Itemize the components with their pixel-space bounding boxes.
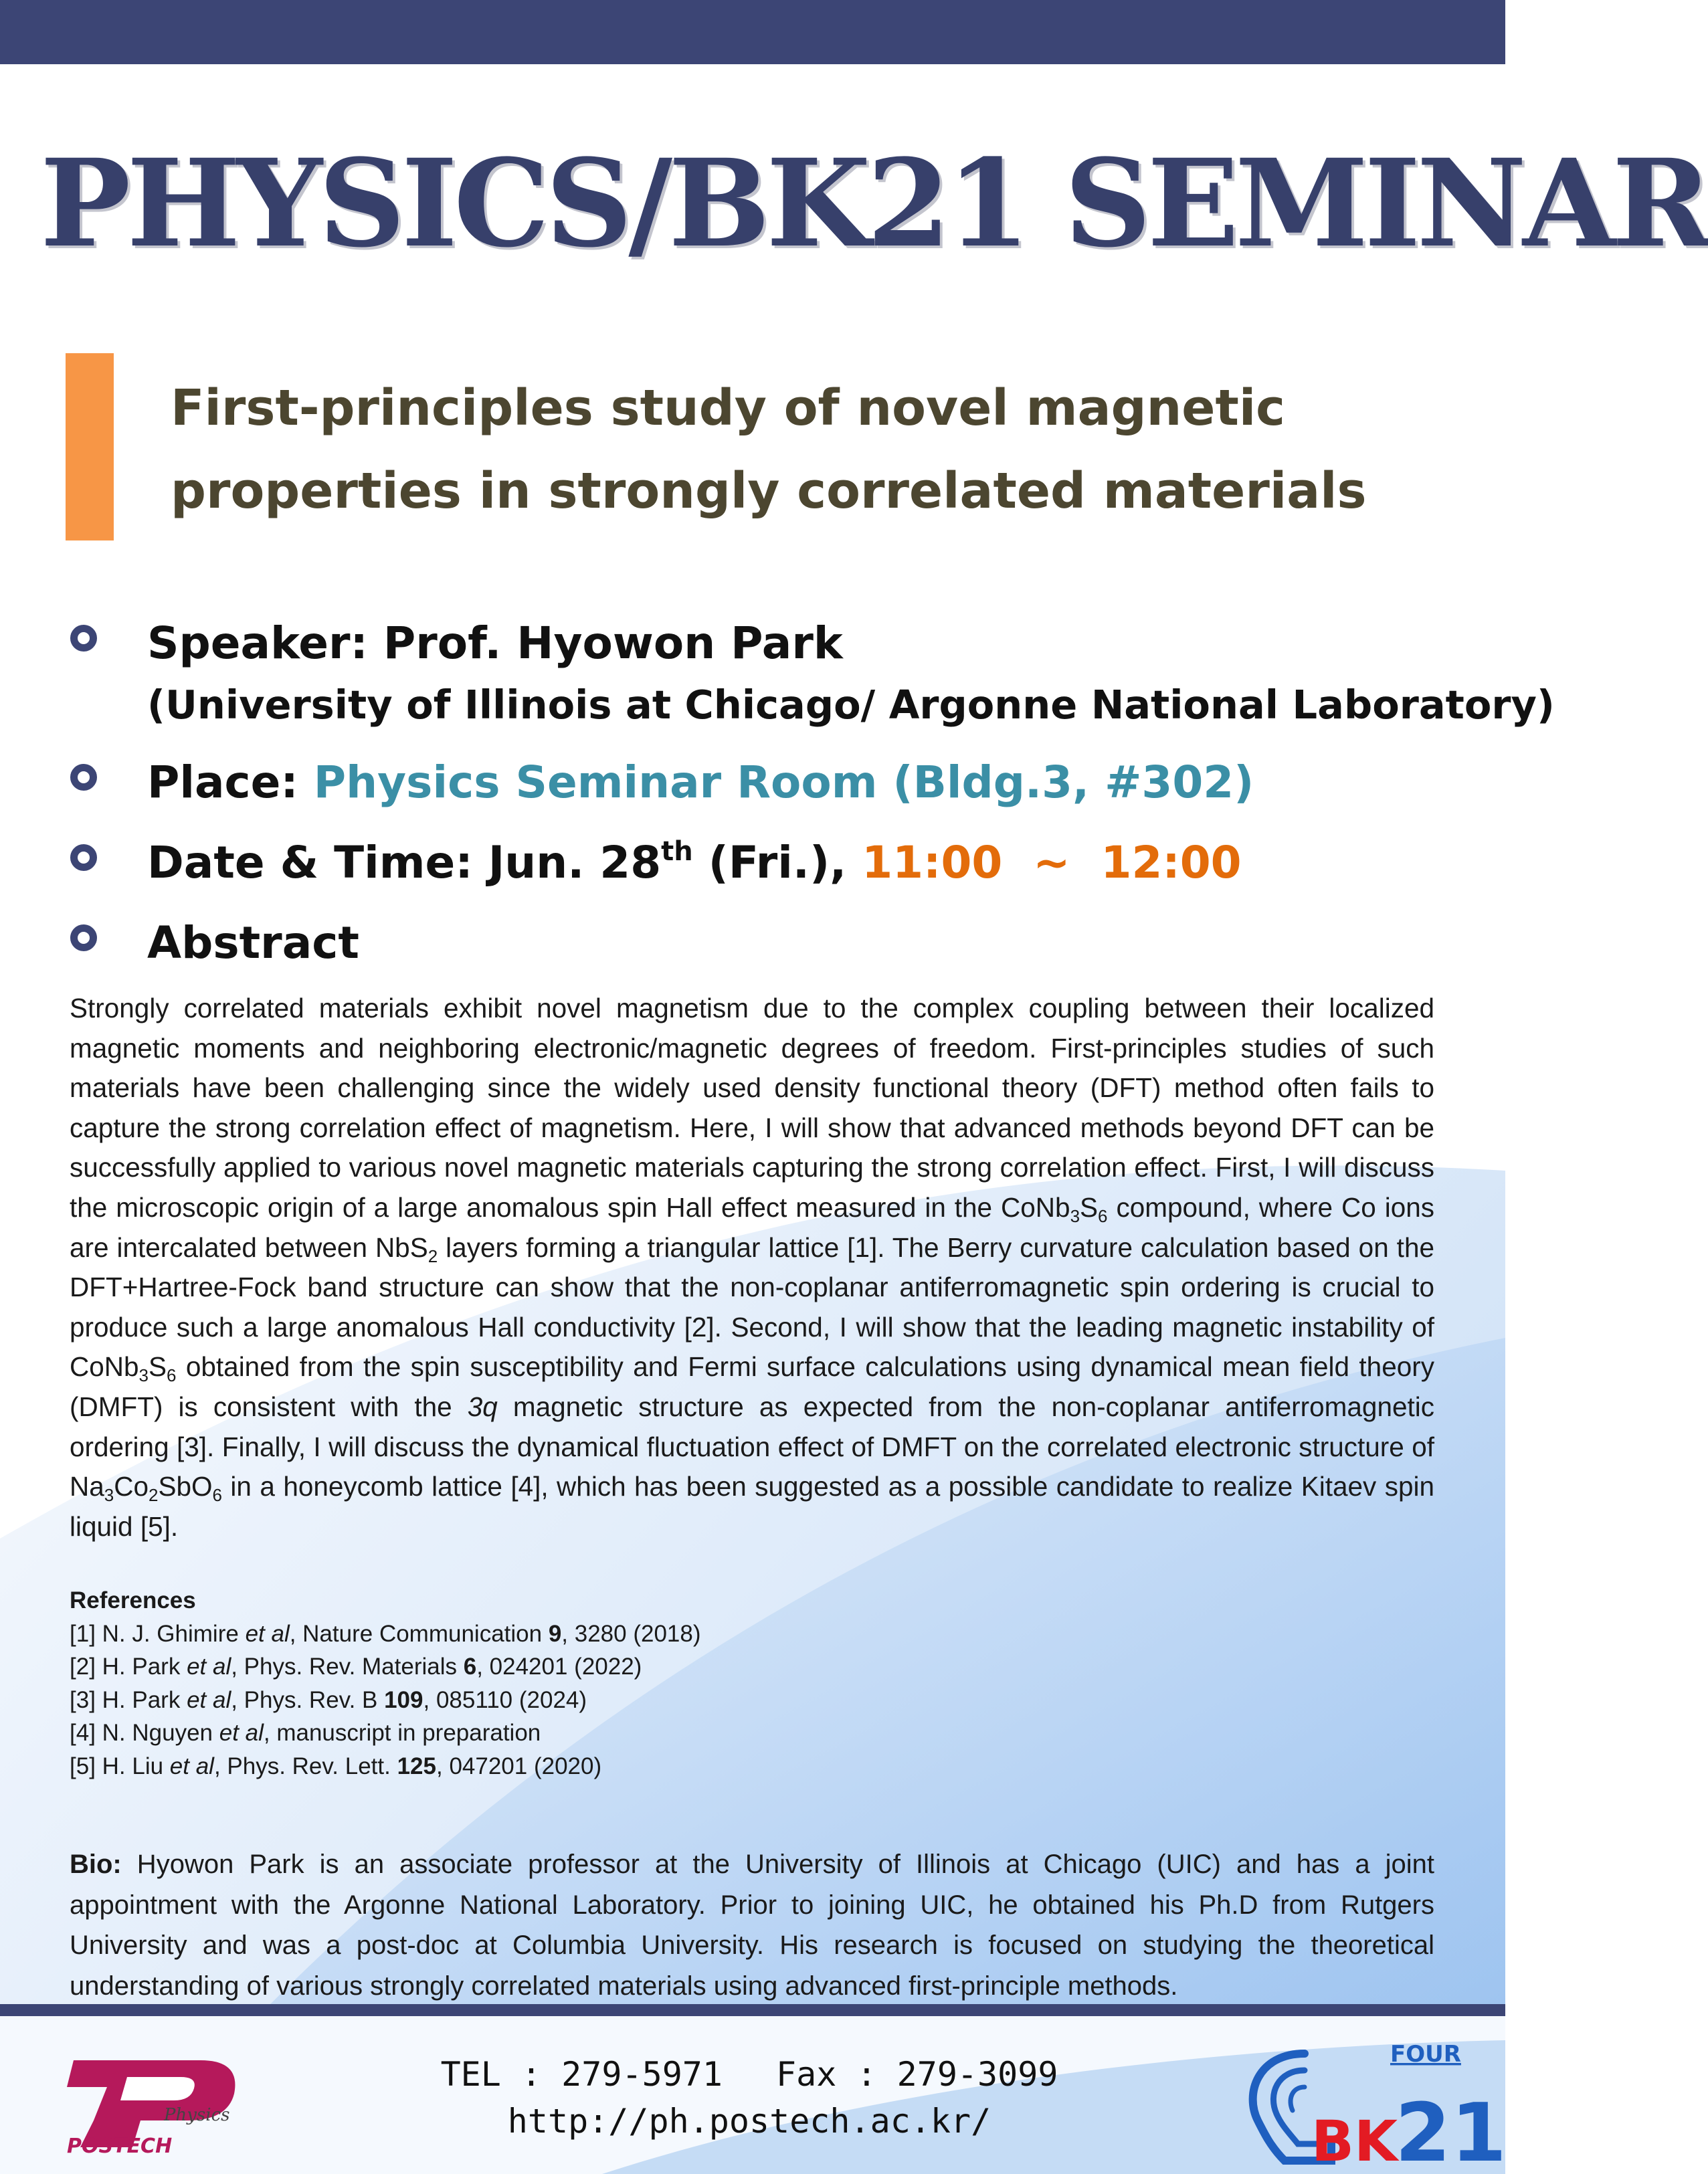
formula-part: Na [70,1471,104,1502]
abstract-italic-3q: 3q [467,1391,498,1422]
reference-etal: et al [219,1720,264,1746]
talk-title [171,367,1475,532]
reference-vol: 125 [397,1753,436,1779]
place-label: Place: [147,757,314,808]
formula-nbs2 [375,1231,438,1266]
formula-part: S [1080,1191,1099,1223]
references-list [70,1617,1434,1783]
datetime-row [70,836,1489,916]
abstract-paragraph [70,989,1434,1547]
datetime-suffix: th [661,836,693,867]
reference-pre: [4] N. Nguyen [70,1720,219,1746]
abstract-heading: Abstract [147,917,359,969]
datetime-start: 11:00 [862,837,1003,888]
formula-part: CoNb [70,1351,139,1383]
abstract-text: obtained from the spin susceptibility and Fermi surface calculations using dynamical mean field theory (DMFT) is consistent with the [70,1351,1434,1422]
bullet-circle-icon [70,625,97,652]
reference-etal: et al [169,1753,214,1779]
page-title: PHYSICS/BK21 SEMINAR [40,133,1708,274]
physics-script-text: Physics [164,2105,230,2125]
reference-mid: , manuscript in preparation [263,1720,541,1746]
datetime-text [147,836,1242,890]
formula-sub: 6 [167,1365,177,1386]
talk-title-line-2: properties in strongly correlated materials [171,462,1367,520]
place-value: Physics Seminar Room (Bldg.3, #302) [313,757,1254,808]
bottom-bar [0,2004,1505,2016]
formula-sub: 6 [1098,1205,1108,1226]
formula-part: Co [114,1471,149,1502]
reference-mid: , Phys. Rev. B [231,1686,385,1713]
formula-sub: 3 [104,1485,114,1506]
reference-vol: 6 [463,1654,477,1680]
reference-etal: et al [187,1654,231,1680]
postech-logo [47,2047,261,2158]
formula-sub: 3 [1070,1205,1080,1226]
bullet-circle-icon [70,844,97,871]
reference-item [70,1716,1434,1750]
tel-text: TEL : 279-5971 [440,2055,723,2094]
bk21-bk-text: BK [1311,2108,1398,2174]
formula-conb3s6 [70,1351,177,1386]
reference-etal: et al [245,1620,290,1647]
reference-etal: et al [187,1686,231,1713]
reference-item [70,1617,1434,1651]
reference-pre: [1] N. J. Ghimire [70,1620,246,1647]
talk-title-line-1: First-principles study of novel magnetic [171,379,1286,437]
bio-text: Hyowon Park is an associate professor at the University of Illinois at Chicago (UIC) and has a joint appointment with the Argonne National Laboratory. Prior to joining UIC, he obtained his Ph.D from Rutgers University and was a post-doc at Columbia University. His research is focused on studying the theoretical understanding of various strongly correlated materials using advanced first-principle methods. [70,1850,1434,2001]
bk21-logo [1231,2034,1507,2174]
reference-pre: [2] H. Park [70,1654,187,1680]
formula-na3co2sbo6 [70,1471,223,1506]
reference-post: , 3280 (2018) [561,1620,701,1647]
formula-part: CoNb [1001,1191,1070,1223]
reference-vol: 109 [384,1686,423,1713]
references [70,1584,1434,1783]
bk21-four-text: FOUR [1390,2041,1461,2068]
contact-info [375,2051,1124,2145]
reference-vol: 9 [548,1620,562,1647]
formula-sub: 2 [428,1246,438,1266]
reference-mid: , Nature Communication [289,1620,549,1647]
datetime-label: Date & Time: Jun. 28 [147,837,662,888]
top-bar [0,0,1505,64]
contact-phone-row [375,2051,1124,2098]
abstract-text: magnetic structure as expected from the non-coplanar antiferromagnetic ordering [3]. Finally, I will discuss the dynamical fluctuation effect of DMFT on the correlated electronic structure of [70,1391,1434,1462]
reference-mid: , Phys. Rev. Materials [231,1654,464,1680]
bullet-circle-icon [70,924,97,951]
references-title: References [70,1587,196,1613]
reference-pre: [3] H. Park [70,1686,187,1713]
abstract-row [70,916,1489,997]
bk21-num-text: 21 [1395,2087,1507,2174]
speaker-affiliation: (University of Illinois at Chicago/ Argonne National Laboratory) [147,682,1555,728]
title-accent-bar [66,353,114,540]
reference-item [70,1684,1434,1717]
reference-item [70,1750,1434,1783]
reference-post: , 024201 (2022) [476,1654,642,1680]
bio-label: Bio: [70,1850,122,1879]
reference-pre: [5] H. Liu [70,1753,170,1779]
postech-logo-text: POSTECH [67,2135,173,2158]
formula-part: SbO [158,1471,213,1502]
datetime-day: (Fri.), [692,837,862,888]
reference-post: , 047201 (2020) [436,1753,602,1779]
abstract-body [70,989,1434,1547]
reference-post: , 085110 (2024) [423,1686,587,1713]
formula-sub: 2 [149,1485,159,1506]
formula-part: S [149,1351,167,1383]
datetime-end: 12:00 [1101,837,1242,888]
abstract-text: Strongly correlated materials exhibit novel magnetism due to the complex coupling between their localized magnetic moments and neighboring electronic/magnetic degrees of freedom. First-principles studies of such materials have been challenging since the widely used density functional theory (DFT) method often fails to capture the strong correlation effect of magnetism. Here, I will show that advanced methods beyond DFT can be successfully applied to various novel magnetic materials capturing the strong correlation effect. First, I will discuss the microscopic origin of a large anomalous spin Hall effect measured in the [70,993,1434,1223]
formula-conb3s6 [1001,1191,1108,1226]
abstract-text: in a honeycomb lattice [4], which has been suggested as a possible candidate to realize Kitaev spin liquid [5]. [70,1471,1434,1542]
abstract-text: compound, where Co ions are intercalated between [70,1191,1434,1263]
bio [70,1844,1434,2006]
fax-text: Fax : 279-3099 [776,2055,1058,2094]
website-link[interactable]: http://ph.postech.ac.kr/ [507,2102,991,2141]
formula-sub: 3 [138,1365,149,1386]
reference-mid: , Phys. Rev. Lett. [213,1753,397,1779]
abstract-text: layers forming a triangular lattice [1]. The Berry curvature calculation based on the DFT+Hartree-Fock band structure can show that the non-coplanar antiferromagnetic spin ordering is crucial to produce such a large anomalous Hall conductivity [2]. Second, I will show that the leading magnetic instability of [70,1231,1434,1343]
speaker-label: Speaker: Prof. Hyowon Park [147,617,843,669]
formula-part: NbS [375,1231,428,1263]
place-text [147,756,1254,809]
datetime-separator: ~ [1002,837,1101,888]
reference-item [70,1650,1434,1684]
place-row [70,756,1489,836]
formula-sub: 6 [212,1485,223,1506]
bullet-circle-icon [70,764,97,791]
